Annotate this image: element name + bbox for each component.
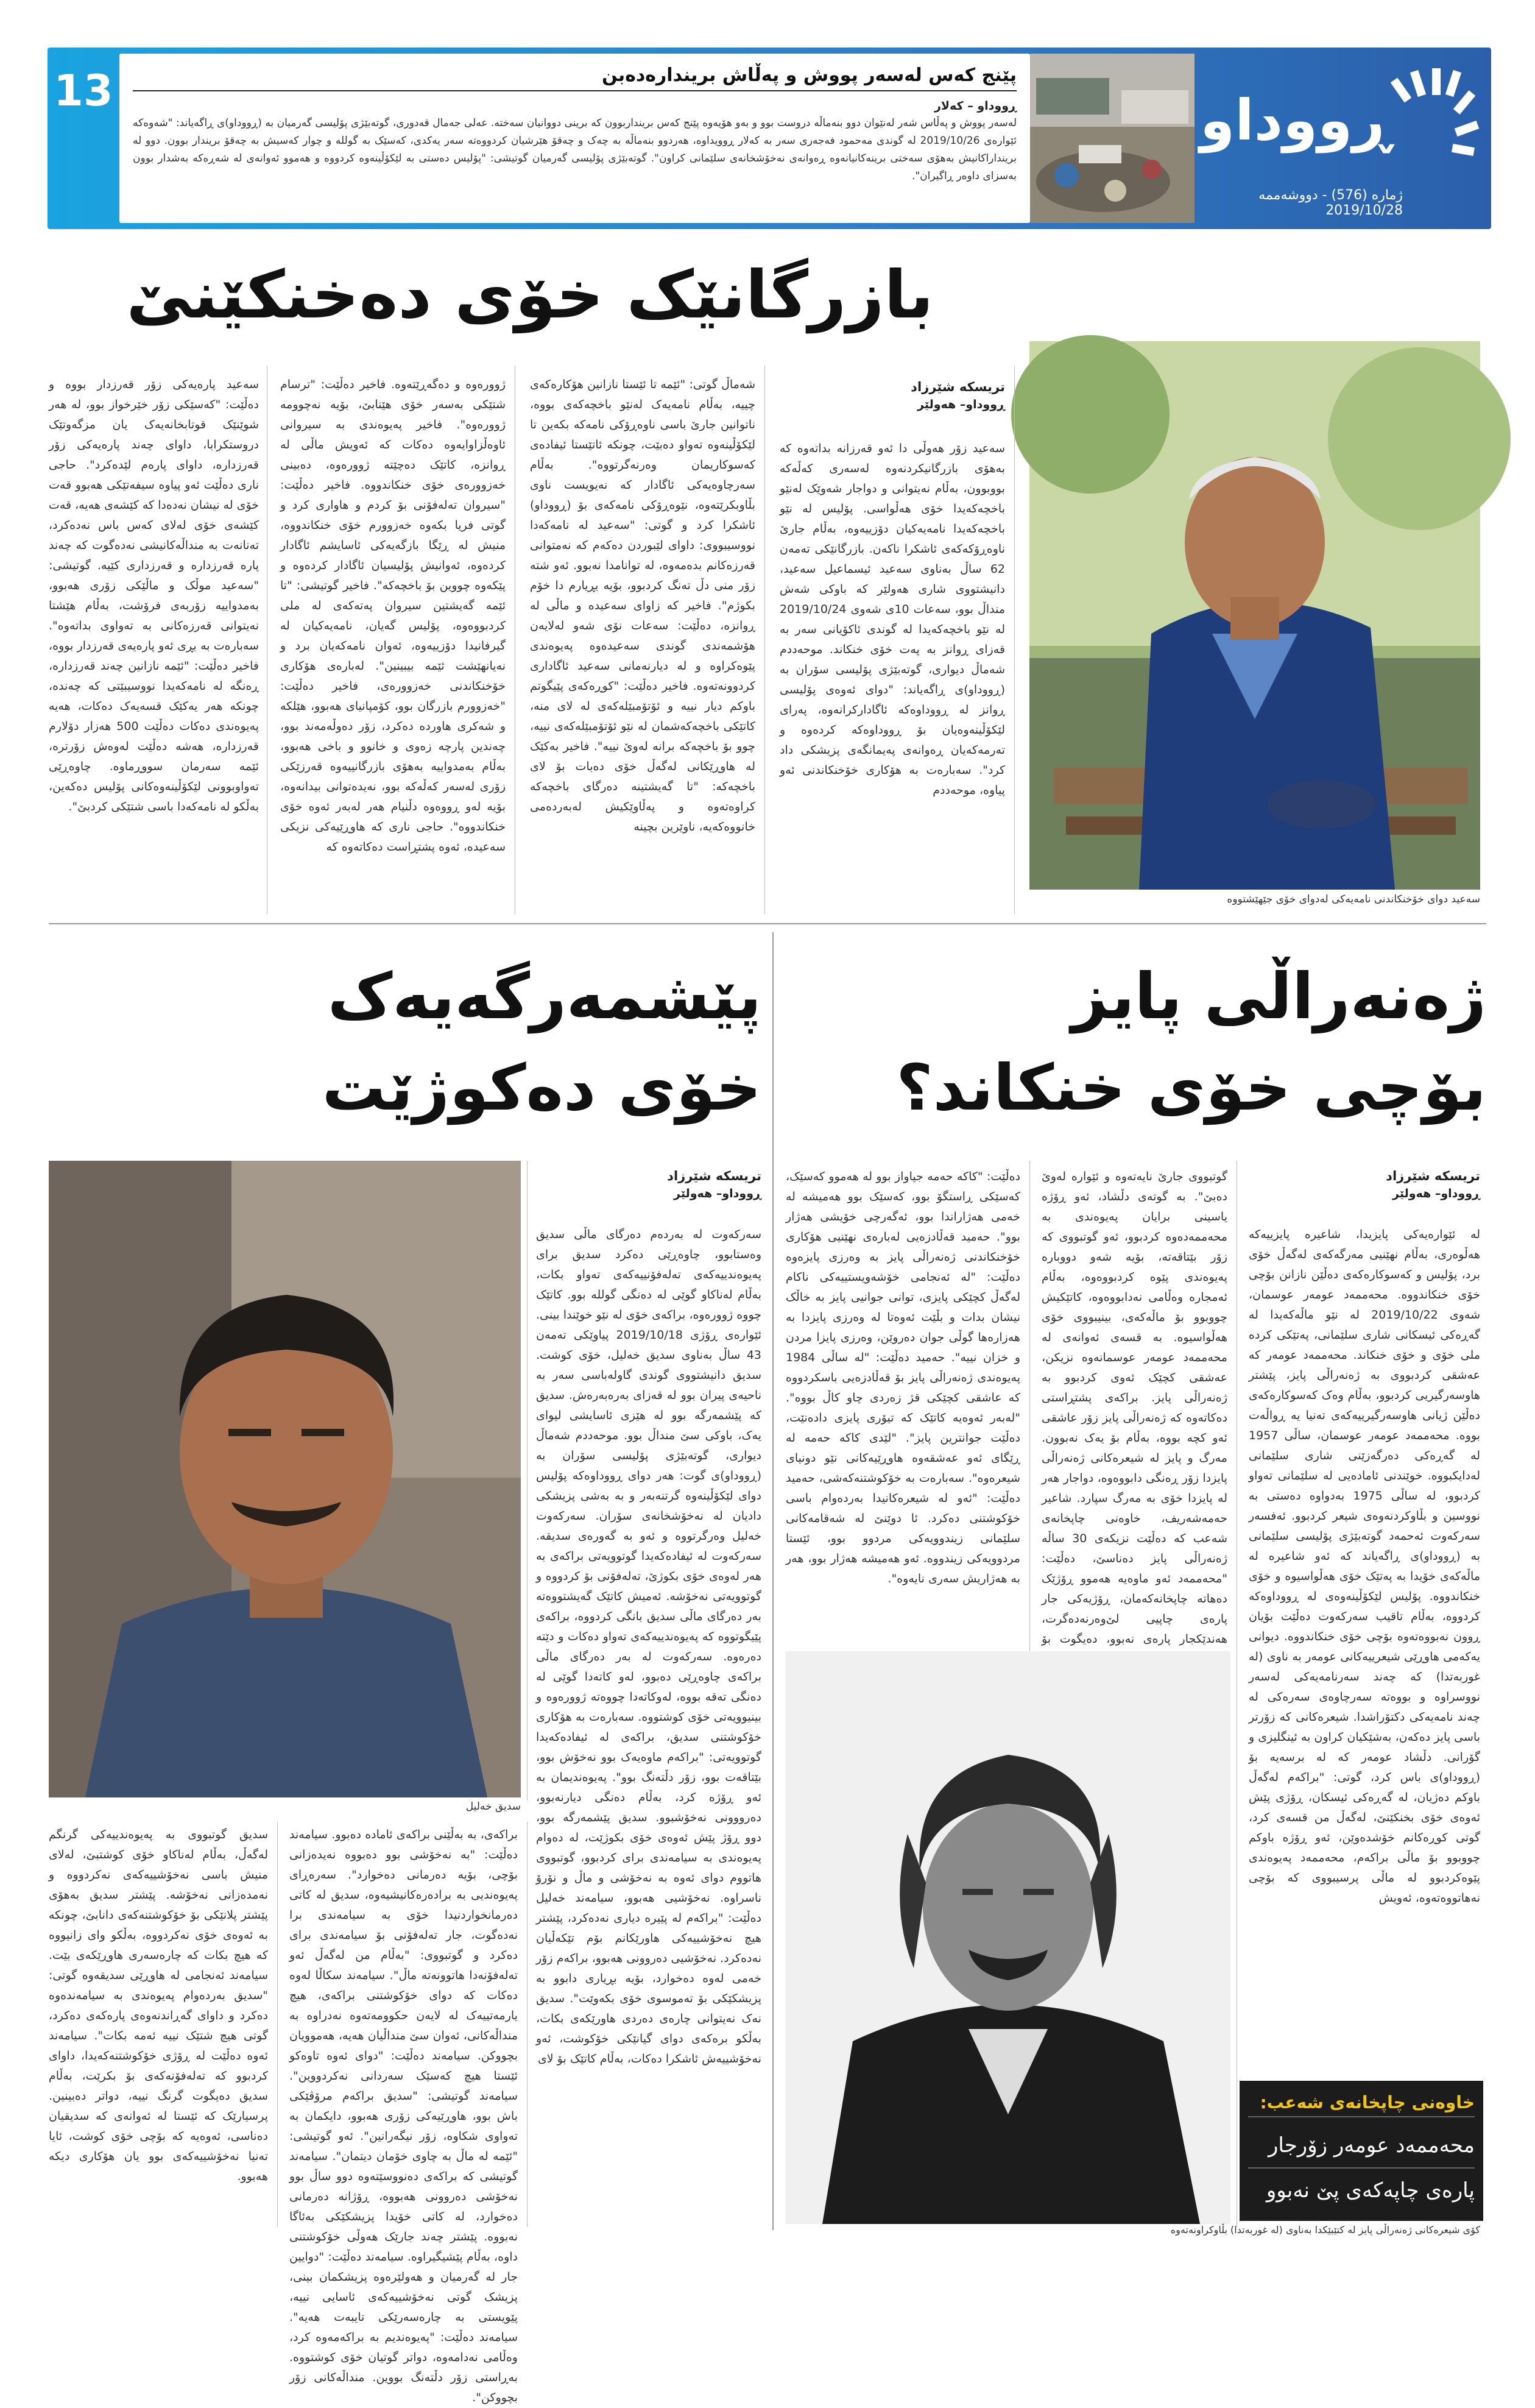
article1-headline: بازرگانێک خۆی دەخنکێنێ (126, 257, 934, 333)
article3-col3: سدیق گوتبووی بە پەیوەندییەکی گرنگم لەگەڵ، بەڵام لەناکاو خۆی کوشتبێ، لەلای منیش باسی نەخۆشییەکەی نەکردووە و نەمدەزانی نەخۆشە. پێشتر سدیق بەهۆی پێشتر پلانێکی بۆ خۆکوشتنەکەی دانابێ، چونکە بە ئەوەی خۆی نەکردووە، بەڵکو وای زانیووە کە هیچ بکات کە چارەسەری هاوڕێکەی بێت. سیامەند ئەنجامی لە هاوڕێی سدیقەوە گوتی: "سدیق بەردەوام پەیوەندی بە سیامەندەوە دەکرد و داوای گەڕاندنەوەی پارەکەی دەکرد، گوتی هیچ شتێک نییە ئەمە بکات". سیامەند ئەوە دەڵێت لە ڕۆژی خۆکوشتنەکەیدا، داوای کردبوو کە تەلەفۆنەکەی بۆ بکرێت، بەڵام سدیق دەیگوت گرنگ نییە، دواتر دەبینین. پرسیارێک کە ئێستا لە ئەوانەی کە سدیقیان دەناسی، ئەوەیە کە بۆچی خۆی کوشت، ئایا تەنیا نەخۆشییەکەی بوو یان هۆکاری دیکە هەبوو. (49, 1828, 268, 2183)
article1-photo (1029, 341, 1480, 890)
page-header (48, 48, 1491, 229)
article1-byline-name: تریسکە شێرزاد (911, 380, 1005, 394)
article3-headline (49, 951, 761, 1146)
article2-col2: گوتبووی جارێ نایەتەوە و ئێواره لەوێ دەبێ". بە گوتەی دڵشاد، ئەو ڕۆژە یاسینی برایان پەیوەندی بە محەممەدەوە کردبوو، ئەو گوتبووی کە زۆر بێتاقەتە، بۆیە شەو دووبارە پەیوەندی پێوە کردبووەوە، بەڵام ئەمجارە وەڵامی نەدابووەوە، کاتێکیش چووبوو بۆ ماڵەکەی، بینیبووی خۆی هەڵواسیوە. بە قسەی ئەوانەی لە محەممەد عومەر عوسمانەوە نزیکن، عەشقی کچێک ئەوی کردبوو بە ژەنەراڵی پایز. براکەی پشتڕاستی دەکاتەوە کە ژەنەراڵی پایز زۆر عاشقی ئەو کچە بووە، بەڵام بۆ یەک نەبوون. مەرگ و پایز لە شیعرەکانی ژەنەراڵی پایزدا زۆر ڕەنگی دابووەوە، دواجار هەر لە پایزدا خۆی بە مەرگ سپارد. شاعیر حەمەشەریف، خاوەنی چاپخانەی شەعب کە دەڵێت نزیکەی 30 ساڵە ژەنەراڵی پایز دەناسێ، دەڵێت: "محەممەد ئەو ماوەیە هەموو ڕۆژێک دەهاتە چاپخانەکەمان، ڕۆژیەکی جار پارەی چاپیی لێ‌وەرنەدەگرت، هەندێکجار پارەی نەبوو، دەیگوت بۆ (1042, 1170, 1227, 1646)
brief-title: پێنج کەس لەسەر پووش و پەڵاش بریندارەدەبن (133, 61, 1017, 91)
article1-col2: شەماڵ گوتی: "ئێمە تا ئێستا نازانین هۆکارەکەی چییە، بەڵام نامەیەک لەنێو باخچەکەی بووە، ناتوانین جارێ باسی ناوەڕۆکی نامەکە بکەین تا لێکۆڵینەوە تەواو دەبێت، چونکە ئاتێستا ئیفادەی کەسوکاریمان وەرنەگرتووە". بەڵام سەرچاوەیەکی ئاگادار کە نەیویست ناوی بڵاوبکرێتەوە، نێوەڕۆکی نامەکەی بۆ (ڕووداو) ئاشکرا کرد و گوتی: "سەعید لە نامەکەدا نووسیبووی: داوای لێبوردن دەکەم کە نەمتوانی قەرزەکانم بدەمەوە، لە توانامدا نەبوو. ئەو شتە زۆر منی دڵ تەنگ کردبوو، بۆیە بڕیارم دا خۆم بکوژم". فاخیر کە زاوای سەعیدە و ماڵی لە ڕوانزە، دەڵێت: سەعات نۆی شەو لەلایەن هۆشمەندی گوندی سەعیدەوە پەیوەندی پێوەکراوە و لە دیارنەمانی سەعید ئاگاداری کردوونەتەوە. فاخیر دەڵێت: "کوڕەکەی پێیگوتم باوکم دیار نییە و ئۆتۆمبێلەکەی لە لای منە، کاتێکی باخچەکەشمان لە نێو ئۆتۆمبێلەکەی نییە، چوو بۆ باخچەکە برانە لەوێ نییە". فاخیر بەکێک لە هاوڕێکانی لەگەڵ خۆی دەبات بۆ لای باخچەکە: "تا گەیشتینە دەرگای باخچەکە کراوەتەوە و پەڵاوێکیش لەبەردەمی خانووەکەیە، ناوێرین بچینە (530, 378, 755, 834)
logo-text: ڕووداو (1200, 88, 1391, 153)
article2-byline-name: تریسکە شێرزاد (1386, 1169, 1480, 1183)
article3-byline-org: ڕووداو– هەولێر (674, 1187, 761, 1200)
article3-photo (49, 1161, 521, 1797)
article2-photo (786, 1651, 1230, 2224)
article2-col3: دەڵێت: "کاکە حەمە جیاواز بوو لە هەموو کەسێک، کەسێکی ڕاستگۆ بوو، کەسێک بوو هەمیشە لە خەمی هەژاراندا بوو، ئەگەرچی خۆیشی هەژار بوو". حەمید قەڵادزەیی لەبارەی نهێنیی هۆکاری خۆخنکاندنی ژەنەراڵی پایز بە وەرزی پایزەوە دەڵێت: "لە ئەنجامی خۆشەویستییەکی ناکام لەگەڵ کچێکی پایزی، توانی جوانیی پایز بە خاڵک نیشان بدات و بڵێت ئەوەتا لە وەرزی پایزدا بە هەزارەها گوڵی جوان دەروێن، وەرزی پایزا مردن و خزان نییە". حەمید دەڵێت: "لە ساڵی 1984 پەیوەندی ژەنەراڵی پایز بۆ قەڵادزەیی باسکردووە کە عاشقی کچێکی قژ زەردی چاو کاڵ بووە". "لەبەر ئەوەیە کاتێک کە تیۆری پایزی دادەنێت، دەڵێت جوانترین پایز". "لێدی کاکە حەمە لە ڕێگای ئەو عەشقەوە هاوڕێیەکانی نێو دونیای شیعرەوە". سەبارەت بە خۆکوشتنەکەشی، حەمید دەڵێت: "ئەو لە شیعرەکانیدا بەردەوام باسی خۆکوشتنی دەکرد. ئا دوێنێ لە شەقامەکانی سلێمانی زیندوویەکی مردوو بوو، ئێستا مردوویەکی زیندووە. ئەو هەمیشە هەژار بوو، هەر بە هەژاریش سەری نایەوە". (786, 1170, 1020, 1585)
article2-highlight-box (1240, 2081, 1483, 2221)
issue-line: ژمارە (576) - دووشەممە 2019/10/28 (1258, 188, 1403, 218)
brief-byline: ڕووداو – کەلار (934, 99, 1017, 113)
article1-caption: سەعید دوای خۆخنکاندنی نامەیەکی لەدوای خۆی جێهێشتووە (1227, 893, 1480, 905)
article2-byline-org: ڕووداو– هەولێر (1392, 1187, 1480, 1200)
article3-headline-l2: خۆی دەکوژێت (322, 1050, 761, 1125)
article2-headline-l1: ژەنەراڵی پایز (1071, 959, 1486, 1033)
article2-byline (1249, 1167, 1480, 1202)
logo (1202, 48, 1491, 229)
highlight-line1: محەممەد عومەر زۆرجار (1248, 2123, 1475, 2169)
brief-text: لەسەر پووش و پەڵاس شەر لەنێوان دوو بنەماڵە دروست بوو و بەو هۆیەوە پێنج کەس برینداربوون کە برینی دووانیان سەختە. عەلی جەمال قەدوری، گوتەبێژی پۆلیسی گەرمیان بە (ڕووداو)ی ڕاگەیاند: "شەوەکە ئێوارەی 2019/10/26 لە گوندی مەحمود فەجەری سەر بە کەلار ڕوویداوە، هەردوو بنەماڵە بە چەک و چەقۆ هێرشیان کردووەتە سەر یەکدی، کەسێک بە گوللە و چوار کەسیش بە چەقۆ بریندار بوون. دوو لە برینداراکانیش بەهۆی سەختی برینەکانیانەوە ڕەوانەی نەخۆشخانەی سلێمانی کراون". گوتەبێژی پۆلیسی گەرمیان گوتیشی: "پۆلیس دەستی بە لێکۆڵینەوە کردووە و هەموو ئەوانەی لە شەڕەکە بەشدار بوون بەسزای داوەر ڕاگیران". (133, 117, 1017, 182)
logo-sunburst-icon (1385, 66, 1482, 188)
article1-col1: سەعید زۆر هەوڵی دا ئەو قەرزانە بداتەوە کە بەهۆی بازرگانیکردنەوە لەسەری کەڵەکە بووبوون، بەڵام نەیتوانی و دواجار شەوێک لەنێو باخچەکەیدا خۆی هەڵواسی. پۆلیس لە نێو باخچەکەیدا نامەیەکیان دۆزییەوە، بەڵام جارێ ناوەڕۆکەکەی ئاشکرا ناکەن. بازرگانێکی تەمەن 62 ساڵ بەناوی سەعید ئیسماعیل سەعید، دانیشتووی شاری هەولێر کە باوکی شەش منداڵ بوو، سەعات 10ی شەوی 2019/10/24 لە نێو باخچەکەیدا لە گوندی ئاکۆیانی سەر بە قەزای ڕوانز بە پەت خۆی خنکاند. موحەددم شەماڵ دیواری، گوتەبێژی پۆلیسی سۆران بە (ڕووداو)ی ڕاگەیاند: "دوای ئەوەی پۆلیسی ڕوانز لە ڕووداوەکە ئاگادارکرانەوە، پەرای لێکۆڵینەوەیان بۆ ڕووداوەکە کردەوە و تەرمەکەیان ڕەوانەی پەیمانگەی پزیشکی داد کرد". سەبارەت بە هۆکاری خۆخنکاندنی ئەو پیاوە، موحەددم (780, 442, 1005, 797)
article1-byline-org: ڕووداو– هەولێر (917, 398, 1005, 411)
page-number: 13 (54, 66, 113, 116)
highlight-line2: پارەی چاپەکەی پێ نەبوو (1266, 2178, 1475, 2203)
article2-headline (786, 951, 1486, 1146)
article3-caption: سدیق خەلیل (465, 1801, 521, 1813)
article1-col3: ژوورەوە و دەگەڕێتەوە. فاخیر دەڵێت: "ترسام شتێکی بەسەر خۆی هێنابێ، بۆیە نەچوومە ژوورەوە". فاخیر پەیوەندی بە سیروانی ئاوەڵزاوایەوە دەکات کە ئەویش ماڵی لە ڕوانزە، کاتێک دەچێتە ژوورەوە، دەبینی خەزوورەی خۆی خنکاندووە. فاخیر دەڵێت: "سیروان تەلەفۆنی بۆ کردم و هاواری کرد و گوتی فریا بکەوە خەزوورم خۆی خنکاندووە، منیش لە ڕێگا بازگەیەکی ئاسایشم ئاگادار کردەوە، ئەوانیش پۆلیسیان ئاگادار کردەوە و پێکەوە چووین بۆ باخچەکە". فاخیر گوتیشی: "تا ئێمە گەیشتین سیروان پەتەکەی لە ملی کردبووەوە، پۆلیس گەیان، نامەیەکیان لە گیرفانیدا دۆزییەوە، ئەوان نامەکەیان برد و نەیانهێشت ئێمە بیبینین". لەبارەی هۆکاری خۆخنکاندنی خەزوورەی، فاخیر دەڵێت: "خەزوورم بازرگان بوو، کۆمپانیای هەبوو، هێلکە و شەکری هاوردە دەکرد، زۆر دەوڵەمەند بوو، چەندین پارچە زەوی و خانوو و باخی هەبوو، بەڵام بەمدواییە بەهۆی بازرگانییەوە قەرزێکی زۆری لەسەر کەڵەکە بوو، نەیدەتوانی بیدانەوە، بۆیە لەو ڕووەوە دڵنیام هەر لەبەر ئەوە خۆی خنکاندووە". حاجی ناری کە هاوڕێیەکی نزیکی سەعیدە، ئەوە پشتڕاست دەکاتەوە کە (280, 378, 506, 854)
article3-headline-l1: پێشمەرگەیەک (327, 959, 761, 1033)
article1-byline (780, 378, 1005, 413)
article2-headline-l2: بۆچی خۆی خنکاند؟ (896, 1050, 1486, 1125)
article3-col2: براکەی، بە بەڵێنی براکەی ئامادە دەبوو. سیامەند دەڵێت: "بە نەخۆشی بوو دەبووە نەیدەزانی بۆچی، بۆیە دەرمانی دەخوارد". سەرەڕای پەیوەندیی بە برادەرەکانیشیەوە، سدیق لە کاتی دەرمانخواردنیدا خۆی بە سیامەندی برا نەدەگوت، جار تەلەفۆنی بۆ سیامەندی برای دەکرد و گوتبووی: "بەڵام من لەگەڵ ئەو تەلەفۆنەدا هاتوونەتە ماڵ". سیامەند سکاڵا لەوە دەکات کە دوای خۆکوشتنی براکەی، هیچ یارمەتییەک لە لایەن حکوومەتەوە نەدراوە بە منداڵەکانی، ئەوان سێ منداڵیان هەیە، هەموویان بچووکن. سیامەند دەڵێت: "دوای ئەوە تاوەکو ئێستا هیچ کەسێک سەردانی نەکردووین". سیامەند گوتیشی: "سدیق براکەم مرۆڤێکی باش بوو، هاوڕێیەکی زۆری هەبوو، دایکمان بە تەواوی شکاوە، زۆر نیگەرانین". ئەو گوتیشی: "ئێمە لە ماڵ بە چاوی خۆمان دیتمان". سیامەند گوتیشی کە براکەی دەنووسێتەوە دوو ساڵ بوو نەخۆشی دەروونی هەبووە، ڕۆژانە دەرمانی دەخوارد، لە کاتی خۆیدا پزیشکێکی بەئاگا نەبووە. پێشتر چەند جارێک هەوڵی خۆکوشتنی داوە، بەڵام پێشیگیراوە. سیامەند دەڵێت: "دوایین جار لە گەرمیان و هەولێرەوە پزیشکمان بینی، پزیشک گوتی نەخۆشییەکەی ئاسایی نییە، پێویستی بە چارەسەرێکی تایبەت هەیە". سیامەند دەڵێت: "پەیوەندیم بە براکەمەوە کرد، وەڵامی نەدامەوە، دواتر گوتیان خۆی کوشتووە. بەڕاستی زۆر دڵتەنگ بووین. منداڵەکانی زۆر بچووکن". (289, 1828, 518, 2404)
article3-byline (536, 1167, 761, 1202)
article2-col1: لە ئێوارەیەکی پایزیدا، شاعیرە پایزییەکە هەڵوەری، بەڵام نهێنیی مەرگەکەی لەگەڵ خۆی برد، پۆلیس و کەسوکارەکەی دەڵێن نازانن بۆچی خۆی خنکاندووە. محەممەد عومەر عوسمان، شەوی 2019/10/22 لە نێو ماڵەکەیدا لە گەڕەکی ئیسکانی شاری سلێمانی، پەتێکی کردە ملی خۆی و خۆی خنکاند. محەممەد عومەر کە عەشقی کردبووی بە ژەنەراڵی پایز، پێشتر هاوسەرگیریی کردبوو، بەڵام وەک کەسوکارەکەی دەڵێن ژیانی هاوسەرگیرییەکەی تەنیا یە ڕواڵەت بووە. محەممەد عومەر عوسمان، ساڵی 1957 لە گەڕەکی دەرگەزێنی شاری سلێمانی لەدایکبووە. خوێندنی ئامادەیی لە سلێمانی تەواو کردبوو، لە ساڵی 1975 بەدواوە دەستی بە نووسین و بڵاوکردنەوەی شیعر کردبوو. ئەفسەر سەرکەوت ئەحمەد گوتەبێژی پۆلیسی سلێمانی بە (ڕووداو)ی ڕاگەیاند کە ئەو شاعیرە لە ماڵەکەی خۆیدا بە پەتێک خۆی هەڵواسیوە و خۆی خنکاندووە. پۆلیس لێکۆڵینەوەی لە ڕووداوەکە کردووە، بەڵام تاقیب سەرکەوت دەڵێت بۆیان ڕوون نەبووەتەوە بۆچی خۆی خنکاندووە. دیوانی یەکەمی هاوڕێی شیعرییەکانی عومەر بە ناوی (لە غوربەتدا) کە چەند سەرنامەیەکی لەسەر نووسراوە و بووەتە سەرچاوەی سەرەکی لە چەند نامەیەکی دکتۆراشدا. شیعرەکانی کە زۆرتر باسی پایز دەکەن، بەشێکیان کراون بە ئینگلیزی و گۆرانی. دڵشاد عومەر کە لە برسەیە بۆ (ڕووداو)ی باس کرد، گوتی: "براکەم لەگەڵ باوکم دەژیان، لە گەڕەکی ئیسکان، ڕۆژی پێش ئەوەی خۆی بخنکێنێ، لەگەڵ من قسەی کرد، گوتی کوڕەکانم خۆشدەوێن، ئەو ڕۆژە باوکم چووبوو بۆ ماڵی براکەم، محەممەد پەیوەندی پێوەکردبوو لە ماڵی پرسیبووی کە بۆچی نەهاتووەتەوە، ئەویش (1249, 1228, 1480, 1905)
brief-panel (119, 54, 1030, 223)
article1-col4: سەعید پارەیەکی زۆر قەرزدار بووە و دەڵێت: "کەسێکی زۆر خێرخواز بوو، لە هەر شوێنێک قوتابخانەیەک یان مزگەوتێک دروستکرابا، داوای چەند پارەیەکی زۆر قەرزدارە، داوای پارەم لێدەکرد". حاجی ناری دەڵێت ئەو پیاوە سیفەتێکی هەبوو قەت خۆی لە نیشان نەدەدا کە کێشەی هەیە، قەت کێشەی خۆی لەلای کەس باس نەدەکرد، تەنانەت بە منداڵەکانیشی نەدەگوت کە چەند پارە قەرزدارە و قەرزداری کێیە. گوتیشی: "سەعید موڵک و ماڵێکی زۆری هەبوو، بەمدواییە زۆربەی فرۆشت، بەڵام هێشتا نەیتوانی قەرزەکانی بە تەواوی بداتەوە". سەبارەت بە بڕی ئەو پارەیەی قەرزدار بووە، فاخیر دەڵێت: "ئێمە نازانین چەند قەرزدارە، ڕەنگە لە نامەکەیدا نووسیبێتی کە چەندە، چونکە هەر یەکێک قسەیەک دەکات، هەیە پەیوەندی دەکات دەڵێت 500 هەزار دۆلارم قەرزدارە، هەشە دەڵێت لەوەش زۆرترە، ئێمە سەرمان سووڕماوە. چاوەڕێی تەواوبوونی لێکۆڵینەوەکانی پۆلیس دەکەین، بەڵکو لە نامەکەدا باسی شتێکی کردبێ". (48, 378, 259, 813)
brief-photo (1030, 54, 1194, 223)
highlight-label: خاوەنی چاپخانەی شەعب: (1248, 2089, 1475, 2117)
article3-col1: سەرکەوت لە بەردەم دەرگای ماڵی سدیق وەستابوو، چاوەڕێی دەکرد سدیق برای پەیوەندییەکەی تەلەفۆنییەکەی تەواو بکات، بەڵام لەناکاو گوێی لە دەنگی گوللە بوو. کاتێک چووە ژوورەوە، براکەی خۆی لە نێو خوێندا بینی. ئێوارەی ڕۆژی 2019/10/18 پیاوێکی تەمەن 43 ساڵ بەناوی سدیق خەلیل، خۆی کوشت. سدیق دانیشتووی گوندی گاولەباسی سەر بە ناحیەی پیران بوو لە قەزای بەرەبەرەش. سدیق کە پێشمەرگە بوو لە هێزی ئاسایشی لیوای یەک، باوکی سێ منداڵ بوو. موحەددم شەماڵ دیواری، گوتەبێژی پۆلیسی سۆران بە (ڕووداو)ی گوت: هەر دوای ڕووداوەکە پۆلیس دوای لێکۆڵینەوە گرتنەبەر و بە بەشی پزیشکی دادیان لە نەخۆشخانەی سۆران. سەرکەوت خەلیل وەرگرتووە و ئەو بە گەورەی سدیقە. سەرکەوت لە ئیفادەکەیدا گوتوویەتی براکەی بە هەر لەوەی خۆی بکوژێ، تەلەفۆنی بۆ کردووە و گوتوویەتی نەخۆشە. ئەمیش کاتێک گەیشتووەتە بەر دەرگای ماڵی سدیق بانگی کردووە، براکەی پێیگوتووە کە پەیوەندییەکەی تەواو دەکات و دێتە دەرەوە. سەرکەوت لە بەر دەرگای ماڵی براکەی چاوەڕێی دەبوو، لەو کاتەدا گوێی لە دەنگی تەقە بووە، لەوکاتەدا چووەتە ژوورەوە و بینیوویەتی خۆی کوشتووە. سەبارەت بە هۆکاری خۆکوشتنی سدیق، براکەی لە ئیفادەکەیدا گوتوویەتی: "براکەم ماوەیەک بوو نەخۆش بوو، بێتاقەت بوو، زۆر دڵتەنگ بوو". پەیوەندیمان بە ئەو ڕۆژە کرد، بەڵام دەنگی دیارنەبوو، دەرووونی نەخۆشبوو. سدیق پێشمەرگە بوو، دوو ڕۆژ پێش ئەوەی خۆی بکوژێت، لە دەوام پەیوەندی بە سیامەندی برای کردبوو، گوتبووی هاتووم دوای ئەوە بە نەخۆشی و ماڵ و نۆرۆ ناسراوە. نەخۆشیی هەبوو، سیامەند خەلیل دەڵێت: "براکەم لە پێیرە دیاری نەدەکرد، پێشتر هیچ نەخۆشییەکی هاورێکانم بۆم تێکەڵیان نەدەکرد. نەخۆشیی دەروونی هەبوو، براکەم زۆر خەمی لەوە دەخوارد، بۆیە بڕیاری دابوو بە پزیشکێکی بۆ تەموسوی خۆی بکەوێت". سدیق نەک نەیتوانی چارەی دەردی هاورێکەی بکات، بەڵکو برەکەی دوای گیانێکی خۆکوشت، ئەو نەخۆشییەش ئاشکرا دەکات، بەڵام کاتێک بۆ لای (536, 1228, 761, 2066)
article3-byline-name: تریسکە شێرزاد (667, 1169, 761, 1183)
article2-caption: کۆی شیعرەکانی ژەنەراڵی پایز لە کتێبێکدا بەناوی (لە غوربەتدا) بڵاوکراونەتەوە (1170, 2224, 1480, 2236)
